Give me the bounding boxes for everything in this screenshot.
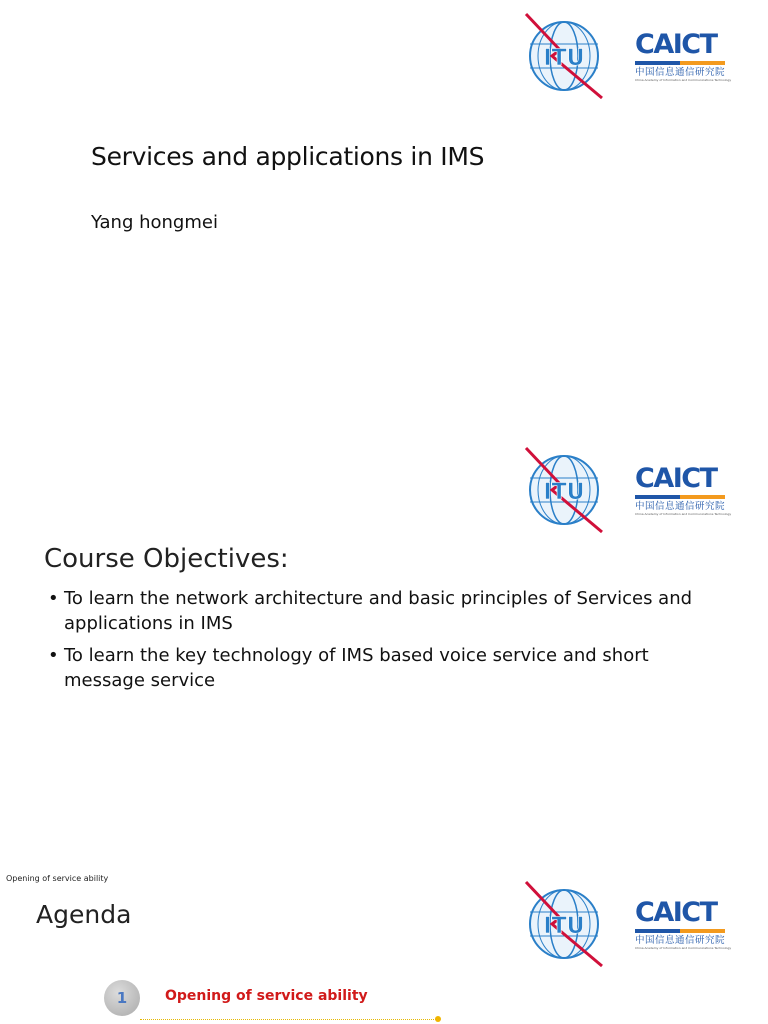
agenda-item-label: Opening of service ability (165, 988, 368, 1004)
presentation-author: Yang hongmei (91, 212, 218, 233)
slide-title: Course Objectives: (44, 544, 289, 574)
agenda-number-badge: 1 (104, 980, 140, 1016)
agenda-dot-icon (435, 1016, 441, 1022)
caict-english-name: China Academy of Information and Communications Technology (635, 512, 732, 516)
bullet-text-line: To learn the network architecture and basic principles of Services and (64, 588, 693, 609)
caict-chinese-name: 中国信息通信研究院 (635, 935, 726, 946)
itu-logo (520, 444, 608, 534)
caict-color-bar (635, 495, 725, 499)
section-label: Opening of service ability (6, 874, 109, 883)
logo-group (520, 8, 730, 104)
caict-english-name: China Academy of Information and Communications Technology (635, 78, 732, 82)
itu-wordmark: ITU (543, 480, 585, 505)
objectives-slide (0, 434, 768, 868)
logo-group (520, 876, 730, 972)
caict-color-bar (635, 61, 725, 65)
objectives-list (48, 586, 728, 700)
agenda-divider (140, 1019, 438, 1020)
itu-logo (520, 878, 608, 968)
caict-wordmark: CAICT (635, 463, 717, 494)
caict-chinese-name: 中国信息通信研究院 (635, 67, 726, 78)
itu-wordmark: ITU (543, 914, 585, 939)
caict-wordmark: CAICT (635, 897, 717, 928)
presentation-title: Services and applications in IMS (91, 142, 485, 171)
caict-chinese-name: 中国信息通信研究院 (635, 501, 726, 512)
list-item (48, 643, 728, 693)
bullet-icon: • (48, 588, 59, 609)
list-item (48, 586, 728, 636)
caict-logo (635, 897, 732, 951)
bullet-text-line: To learn the key technology of IMS based voice service and short (64, 645, 649, 666)
bullet-icon: • (48, 645, 59, 666)
slide-title: Agenda (36, 900, 132, 929)
title-slide (0, 0, 768, 434)
caict-logo (635, 463, 732, 517)
caict-wordmark: CAICT (635, 29, 717, 60)
caict-logo (635, 29, 732, 83)
bullet-text-line: message service (64, 670, 216, 691)
bullet-text-line: applications in IMS (64, 613, 233, 634)
agenda-slide (0, 868, 768, 1024)
agenda-item (104, 976, 444, 1020)
caict-color-bar (635, 929, 725, 933)
logo-group (520, 442, 730, 538)
itu-logo (520, 10, 608, 100)
caict-english-name: China Academy of Information and Communications Technology (635, 946, 732, 950)
itu-wordmark: ITU (543, 46, 585, 71)
